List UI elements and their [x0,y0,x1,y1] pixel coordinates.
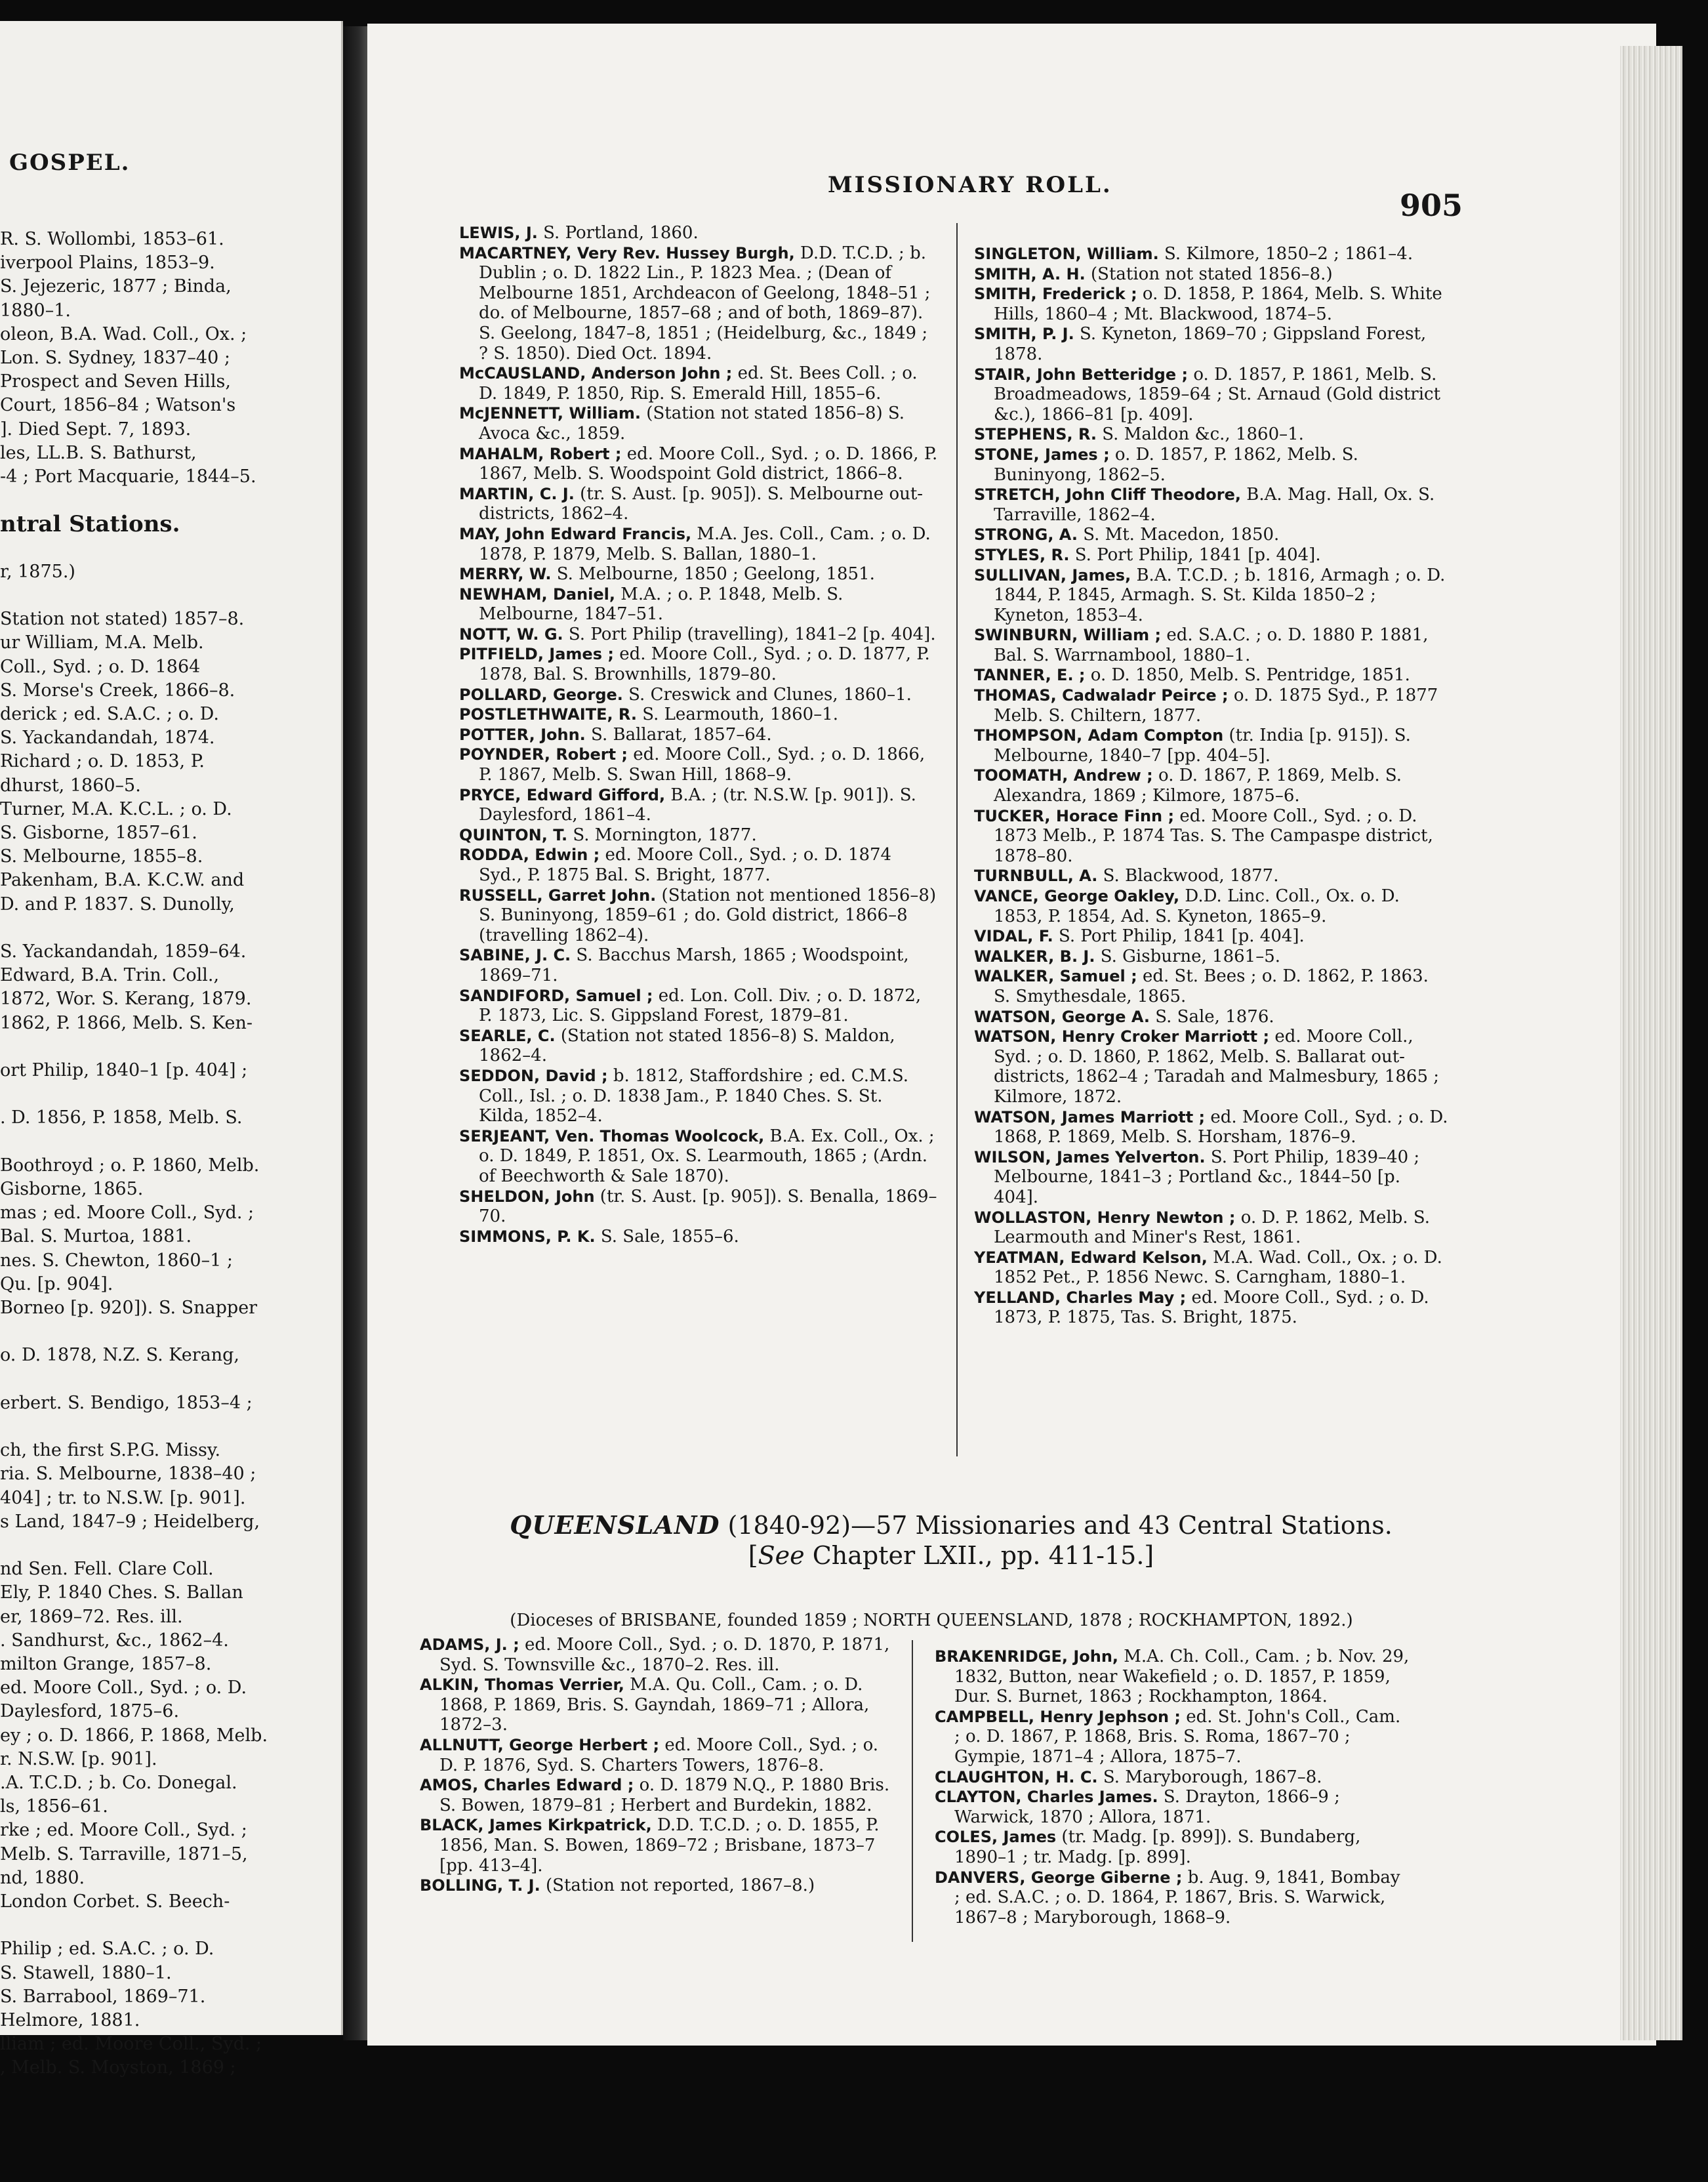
entry-details: B.A. Ex. Coll., Ox. ; o. D. 1849, P. 1851, Ox. S. Learmouth, 1865 ; (Ardn. of Beechworth & Sale 1870). [479,1126,935,1186]
page-edges [1620,46,1682,2040]
roll-entry [974,966,1450,1006]
entry-details: o. D. 1875 Syd., P. 1877 Melb. S. Chiltern, 1877. [994,686,1438,726]
left-page-line: er, 1869–72. Res. ill. [0,1606,183,1627]
roll-entry [420,1675,902,1735]
left-page-line: r, 1875.) [0,561,75,582]
roll-entry [459,585,938,625]
entry-name: POSTLETHWAITE, R. [459,705,637,724]
entry-details: S. Portland, 1860. [537,223,699,243]
entry-details: B.A. T.C.D. ; b. 1816, Armagh ; o. D. 1844, P. 1845, Armagh. S. St. Kilda 1850–2 ; Kyneton, 1853–4. [994,565,1446,625]
entry-name: THOMAS, Cadwaladr Peirce ; [974,686,1229,705]
left-page-line: D. and P. 1837. S. Dunolly, [0,894,235,915]
entry-details: b. 1812, Staffordshire ; ed. C.M.S. Coll., Isl. ; o. D. 1838 Jam., P. 1840 Ches. S. St. Kilda, 1852–4. [479,1065,909,1126]
entry-name: TUCKER, Horace Finn ; [974,806,1175,825]
queensland-title [492,1510,1410,1540]
left-page-line: ur William, M.A. Melb. [0,632,204,653]
entry-details: ed. Moore Coll., Syd. ; o. D. 1866, P. 1867, Melb. S. Woodspoint Gold district, 1866–8. [479,443,938,484]
left-page-line: ]. Died Sept. 7, 1893. [0,419,192,440]
roll-entry [974,244,1450,264]
roll-entry [974,1107,1450,1147]
entry-name: McJENNETT, William. [459,404,641,423]
left-page-line: ntral Stations. [0,511,180,538]
entry-details: S. Kilmore, 1850–2 ; 1861–4. [1158,244,1413,264]
entry-name: SEDDON, David ; [459,1066,608,1085]
entry-name: AMOS, Charles Edward ; [420,1776,634,1795]
roll-entry [974,766,1450,806]
left-page-line: R. S. Wollombi, 1853–61. [0,229,224,249]
entry-name: WOLLASTON, Henry Newton ; [974,1208,1236,1227]
entry-details: ed. Lon. Coll. Div. ; o. D. 1872, P. 1873, Lic. S. Gippsland Forest, 1879–81. [479,985,922,1026]
entry-name: McCAUSLAND, Anderson John ; [459,364,733,383]
entry-details: S. Gisburne, 1861–5. [1095,946,1281,966]
entry-details: S. Sale, 1855–6. [595,1226,739,1246]
roll-entry [974,947,1450,967]
left-page-line: ed. Moore Coll., Syd. ; o. D. [0,1678,247,1698]
entry-details: S. Sale, 1876. [1149,1006,1274,1027]
entry-name: SIMMONS, P. K. [459,1227,596,1246]
entry-name: POTTER, John. [459,725,586,744]
roll-entry [459,625,938,645]
roll-entry [974,1288,1450,1328]
entry-details: ed. Moore Coll., Syd. ; o. D. 1860, P. 1862, Melb. S. Ballarat out-districts, 1862–4 ; Taradah and Malmesbury, 1865 ; Kilmore, 1872. [994,1027,1440,1107]
roll-entry [974,1007,1450,1027]
left-page-line: 1872, Wor. S. Kerang, 1879. [0,989,252,1010]
left-page-line: . D. 1856, P. 1858, Melb. S. [0,1107,243,1128]
left-page-line: derick ; ed. S.A.C. ; o. D. [0,704,219,724]
entry-name: CLAUGHTON, H. C. [935,1767,1098,1786]
ref-open: [ [748,1541,758,1570]
entry-name: SMITH, A. H. [974,264,1086,283]
roll-entry [459,444,938,484]
entry-details: ed. Moore Coll., Syd. ; o. D. 1873, P. 1875, Tas. S. Bright, 1875. [994,1287,1429,1328]
roll-entry [974,485,1450,525]
left-page-line: , Melb. S. Moyston, 1869 ; [0,2057,236,2078]
left-page-line: 1862, P. 1866, Melb. S. Ken- [0,1012,253,1033]
entry-details: S. Creswick and Clunes, 1860–1. [622,684,912,705]
left-page-line: Borneo [p. 920]). S. Snapper [0,1298,258,1318]
entry-details: o. D. 1867, P. 1869, Melb. S. Alexandra, 1869 ; Kilmore, 1875–6. [994,766,1402,806]
left-page-line: ch, the first S.P.G. Missy. [0,1440,221,1461]
column-divider [912,1640,913,1942]
entry-details: ed. Moore Coll., Syd. ; o. D. 1868, P. 1869, Melb. S. Horsham, 1876–9. [994,1107,1448,1147]
roll-entry [459,223,938,243]
entry-name: STRONG, A. [974,525,1078,545]
left-page-line: Helmore, 1881. [0,2010,140,2030]
roll-entry [935,1707,1410,1767]
entry-details: ed. Moore Coll., Syd. ; o. D. 1870, P. 1871, Syd. S. Townsville &c., 1870–2. Res. ill. [439,1635,890,1675]
entry-details: o. D. 1857, P. 1861, Melb. S. Broadmeadows, 1859–64 ; St. Arnaud (Gold district &c.), 1866–81 [p. 409]. [994,364,1441,424]
entry-name: STONE, James ; [974,445,1110,464]
left-facing-page [0,21,343,2078]
entry-name: STAIR, John Betteridge ; [974,365,1189,384]
roll-entry [974,886,1450,926]
entry-details: S. Melbourne, 1850 ; Geelong, 1851. [551,564,875,585]
entry-name: SANDIFORD, Samuel ; [459,986,653,1005]
left-page-line: r. N.S.W. [p. 901]. [0,1748,157,1769]
roll-entry [459,725,938,745]
roll-entry [974,424,1450,445]
entry-details: S. Port Philip, 1841 [p. 404]. [1069,545,1321,565]
entry-name: SINGLETON, William. [974,245,1159,263]
roll-entry [974,284,1450,324]
entry-name: POYNDER, Robert ; [459,745,628,764]
entry-name: TURNBULL, A. [974,867,1098,886]
entry-name: SMITH, Frederick ; [974,285,1137,304]
queensland-dioceses: (Dioceses of BRISBANE, founded 1859 ; NORTH QUEENSLAND, 1878 ; ROCKHAMPTON, 1892.) [510,1611,1353,1630]
victoria-left-column [459,223,938,1246]
roll-entry [420,1815,902,1876]
entry-details: o. D. 1858, P. 1864, Melb. S. White Hills, 1860–4 ; Mt. Blackwood, 1874–5. [994,284,1442,324]
entry-name: MAHALM, Robert ; [459,444,622,463]
entry-details: (tr. India [p. 915]). S. Melbourne, 1840–7 [pp. 404–5]. [994,726,1411,766]
entry-details: ed. Moore Coll., Syd. ; o. D. 1877, P. 1878, Bal. S. Brownhills, 1879–80. [479,644,930,685]
left-page-line: ls, 1856–61. [0,1796,108,1817]
roll-entry [459,1227,938,1247]
entry-name: WATSON, James Marriott ; [974,1107,1206,1126]
left-page-line: Melb. S. Tarraville, 1871–5, [0,1843,248,1864]
entry-name: QUINTON, T. [459,825,568,844]
left-page-line: Edward, B.A. Trin. Coll., [0,965,220,986]
entry-details: M.A. ; o. P. 1848, Melb. S. Melbourne, 1847–51. [479,584,844,625]
left-page-line: Boothroyd ; o. P. 1860, Melb. [0,1155,260,1176]
left-page-line: Court, 1856–84 ; Watson's [0,395,236,416]
entry-details: S. Mornington, 1877. [567,825,757,845]
left-page-line: Bal. S. Murtoa, 1881. [0,1226,192,1247]
left-page-line: nd, 1880. [0,1867,85,1888]
entry-details: S. Maldon &c., 1860–1. [1097,424,1304,445]
roll-entry [974,1147,1450,1208]
entry-name: WILSON, James Yelverton. [974,1147,1206,1166]
left-page-line: dhurst, 1860–5. [0,775,141,796]
entry-details: S. Port Philip, 1841 [p. 404]. [1053,926,1305,947]
entry-details: ed. St. Bees Coll. ; o. D. 1849, P. 1850, Rip. S. Emerald Hill, 1855–6. [479,363,918,403]
roll-entry [974,445,1450,485]
roll-entry [974,726,1450,766]
left-page-line: Lon. S. Sydney, 1837–40 ; [0,348,230,368]
left-page-line: Qu. [p. 904]. [0,1273,113,1294]
roll-entry [459,685,938,705]
left-page-line: Ely, P. 1840 Ches. S. Ballan [0,1582,243,1603]
entry-details: M.A. Wad. Coll., Ox. ; o. D. 1852 Pet., P. 1856 Newc. S. Carngham, 1880–1. [994,1247,1442,1288]
running-head: MISSIONARY ROLL. [828,172,1112,198]
left-page-line: erbert. S. Bendigo, 1853–4 ; [0,1392,253,1413]
queensland-title-italic: QUEENSLAND [510,1510,720,1540]
ref-chapter: Chapter LXII., pp. 411-15.] [812,1541,1154,1570]
roll-entry [459,945,938,985]
entry-name: SMITH, P. J. [974,325,1074,344]
entry-details: S. Drayton, 1866–9 ; Warwick, 1870 ; Allora, 1871. [954,1787,1340,1827]
entry-name: BOLLING, T. J. [420,1876,540,1895]
entry-details: ed. Moore Coll., Syd. ; o. D. 1866, P. 1867, Melb. S. Swan Hill, 1868–9. [479,745,925,785]
queensland-heading [492,1510,1410,1571]
roll-entry [974,545,1450,566]
entry-name: PRYCE, Edward Gifford, [459,785,666,804]
roll-entry [459,886,938,946]
queensland-title-rest: (1840-92)—57 Missionaries and 43 Central Stations. [727,1511,1393,1540]
entry-details: S. Blackwood, 1877. [1097,866,1279,886]
left-page-line: rke ; ed. Moore Coll., Syd. ; [0,1820,247,1841]
entry-details: ed. S.A.C. ; o. D. 1880 P. 1881, Bal. S. Warrnambool, 1880–1. [994,625,1429,665]
entry-details: ed. Moore Coll., Syd. ; o. D. P. 1876, Syd. S. Charters Towers, 1876–8. [439,1735,879,1775]
entry-name: STEPHENS, R. [974,425,1097,444]
entry-details: o. D. 1857, P. 1862, Melb. S. Buninyong, 1862–5. [994,444,1358,485]
roll-entry [459,363,938,403]
entry-name: ADAMS, J. ; [420,1636,519,1654]
left-page-line: S. Yackandandah, 1874. [0,728,215,749]
left-page-line: S. Melbourne, 1855–8. [0,846,203,867]
queensland-right-column [935,1647,1410,1927]
column-divider [956,223,958,1456]
roll-entry [459,1066,938,1126]
entry-details: M.A. Ch. Coll., Cam. ; b. Nov. 29, 1832, Button, near Wakefield ; o. D. 1857, P. 1859, Dur. S. Burnet, 1863 ; Rockhampton, 1864. [954,1647,1410,1707]
roll-entry [935,1787,1410,1827]
roll-entry [974,324,1450,364]
roll-entry [974,365,1450,425]
entry-name: NOTT, W. G. [459,625,563,644]
roll-entry [459,785,938,825]
entry-details: ed. Moore Coll., Syd. ; o. D. 1873 Melb., P. 1874 Tas. S. The Campaspe district, 1878–80. [994,806,1433,866]
entry-details: S. Learmouth, 1860–1. [636,705,838,725]
roll-entry [935,1767,1410,1788]
entry-details: D.D. Linc. Coll., Ox. o. D. 1853, P. 1854, Ad. S. Kyneton, 1865–9. [994,886,1400,926]
entry-name: RODDA, Edwin ; [459,846,600,865]
roll-entry [459,1126,938,1187]
entry-details: (Station not reported, 1867–8.) [540,1876,815,1896]
left-page-line: -4 ; Port Macquarie, 1844–5. [0,466,256,487]
left-page-line: nd Sen. Fell. Clare Coll. [0,1559,214,1580]
roll-entry [459,825,938,846]
entry-name: VIDAL, F. [974,927,1053,946]
roll-entry [459,845,938,885]
roll-entry [974,926,1450,947]
entry-details: D.D. T.C.D. ; b. Dublin ; o. D. 1822 Lin., P. 1823 Mea. ; (Dean of Melbourne 1851, Archdeacon of Geelong, 1848–51 ; do. of Melbourne, 1857–68 ; and of both, 1869–87). S. Geelong, 1847–8, 1851 ; (Heidelburg, &c., 1849 ; ? S. 1850). Died Oct. 1894. [479,243,931,363]
entry-name: SWINBURN, William ; [974,626,1162,645]
entry-name: ALLNUTT, George Herbert ; [420,1735,660,1754]
roll-entry [974,866,1450,886]
left-page-line: S. Barrabool, 1869–71. [0,1986,206,2007]
roll-entry [974,1248,1450,1288]
entry-name: TANNER, E. ; [974,666,1086,685]
entry-details: (Station not stated 1856–8) S. Maldon, 1862–4. [479,1025,895,1066]
entry-details: (tr. S. Aust. [p. 905]). S. Melbourne out-districts, 1862–4. [479,484,924,524]
left-page-line: .A. T.C.D. ; b. Co. Donegal. [0,1773,237,1793]
entry-details: S. Port Philip (travelling), 1841–2 [p. 404]. [563,624,936,644]
left-page-line: mas ; ed. Moore Coll., Syd. ; [0,1203,254,1224]
roll-entry [459,644,938,684]
entry-details: o. D. 1850, Melb. S. Pentridge, 1851. [1085,665,1410,686]
left-page-line: Prospect and Seven Hills, [0,371,231,392]
entry-details: D.D. T.C.D. ; o. D. 1855, P. 1856, Man. S. Bowen, 1869–72 ; Brisbane, 1873–7 [pp. 413–4]. [439,1815,880,1876]
victoria-right-column [974,244,1450,1328]
left-page-line: ort Philip, 1840–1 [p. 404] ; [0,1060,248,1081]
roll-entry [935,1647,1410,1707]
roll-entry [459,243,938,364]
left-page-line: S. Morse's Creek, 1866–8. [0,680,235,701]
entry-name: CLAYTON, Charles James. [935,1788,1158,1807]
left-page-line: Daylesford, 1875–6. [0,1701,180,1722]
left-page-line: iverpool Plains, 1853–9. [0,253,215,274]
left-page-line: ey ; o. D. 1866, P. 1868, Melb. [0,1725,268,1746]
entry-details: (tr. S. Aust. [p. 905]). S. Benalla, 1869–70. [479,1186,937,1227]
entry-details: B.A. Mag. Hall, Ox. S. Tarraville, 1862–4. [994,485,1435,525]
entry-details: S. Port Philip, 1839–40 ; Melbourne, 1841–3 ; Portland &c., 1844–50 [p. 404]. [994,1147,1420,1207]
entry-name: RUSSELL, Garret John. [459,886,657,905]
roll-entry [974,566,1450,626]
roll-entry [935,1827,1410,1867]
entry-name: ALKIN, Thomas Verrier, [420,1676,624,1695]
entry-details: ed. St. John's Coll., Cam. ; o. D. 1867, P. 1868, Bris. S. Roma, 1867–70 ; Gympie, 1871–4 ; Allora, 1875–7. [954,1706,1401,1767]
entry-details: B.A. ; (tr. N.S.W. [p. 901]). S. Daylesford, 1861–4. [479,785,916,825]
roll-entry [974,1208,1450,1248]
entry-details: S. Bacchus Marsh, 1865 ; Woodspoint, 1869–71. [479,945,909,985]
entry-name: SHELDON, John [459,1187,595,1206]
roll-entry [420,1735,902,1775]
entry-name: LEWIS, J. [459,224,538,242]
roll-entry [974,665,1450,686]
entry-details: S. Mt. Macedon, 1850. [1077,525,1280,545]
left-page-line: Pakenham, B.A. K.C.W. and [0,870,245,891]
left-page-line: lliam ; ed. Moore Coll., Syd. ; [0,2034,262,2055]
entry-details: (Station not stated 1856–8) S. Avoca &c., 1859. [479,403,905,443]
roll-entry [974,625,1450,665]
entry-details: o. D. 1879 N.Q., P. 1880 Bris. S. Bowen, 1879–81 ; Herbert and Burdekin, 1882. [439,1775,890,1815]
entry-details: ed. Moore Coll., Syd. ; o. D. 1874 Syd., P. 1875 Bal. S. Bright, 1877. [479,845,892,885]
entry-name: WATSON, Henry Croker Marriott ; [974,1027,1270,1046]
left-page-line: ria. S. Melbourne, 1838–40 ; [0,1464,256,1485]
left-page-line: Richard ; o. D. 1853, P. [0,751,205,772]
roll-entry [974,806,1450,867]
roll-entry [459,484,938,524]
entry-name: CAMPBELL, Henry Jephson ; [935,1707,1181,1726]
roll-entry [420,1775,902,1815]
left-page-line: London Corbet. S. Beech- [0,1891,230,1912]
roll-entry [459,705,938,725]
entry-name: VANCE, George Oakley, [974,887,1180,905]
roll-entry [974,264,1450,285]
entry-name: MERRY, W. [459,565,552,584]
entry-name: STRETCH, John Cliff Theodore, [974,485,1242,504]
entry-name: DANVERS, George Giberne ; [935,1868,1183,1887]
left-page-line: Gisborne, 1865. [0,1179,144,1199]
entry-name: WALKER, B. J. [974,947,1095,966]
entry-name: MACARTNEY, Very Rev. Hussey Burgh, [459,243,795,262]
left-page-line: S. Stawell, 1880–1. [0,1962,172,1983]
left-page-line: s Land, 1847–9 ; Heidelberg, [0,1511,260,1532]
left-page-line: Coll., Syd. ; o. D. 1864 [0,656,201,677]
entry-name: MARTIN, C. J. [459,484,575,503]
queensland-left-column [420,1635,902,1896]
left-page-line: Station not stated) 1857–8. [0,609,245,630]
entry-name: BRAKENRIDGE, John, [935,1647,1119,1666]
roll-entry [935,1868,1410,1928]
page-number: 905 [1400,188,1463,223]
left-running-head: GOSPEL. [9,150,131,176]
entry-name: NEWHAM, Daniel, [459,585,616,604]
roll-entry [459,745,938,785]
entry-name: YEATMAN, Edward Kelson, [974,1248,1208,1267]
roll-entry [420,1876,902,1896]
entry-details: b. Aug. 9, 1841, Bombay ; ed. S.A.C. ; o. D. 1864, P. 1867, Bris. S. Warwick, 1867–8 ; Maryborough, 1868–9. [954,1867,1400,1927]
entry-details: (tr. Madg. [p. 899]). S. Bundaberg, 1890–1 ; tr. Madg. [p. 899]. [954,1827,1361,1867]
entry-details: o. D. P. 1862, Melb. S. Learmouth and Miner's Rest, 1861. [994,1207,1431,1248]
roll-entry [459,1026,938,1066]
left-page-line: nes. S. Chewton, 1860–1 ; [0,1250,233,1271]
entry-name: PITFIELD, James ; [459,645,614,664]
left-page-line: milton Grange, 1857–8. [0,1654,212,1674]
queensland-chapter-ref [492,1540,1410,1571]
left-page-line: Philip ; ed. S.A.C. ; o. D. [0,1939,214,1960]
left-page-line: S. Jejezeric, 1877 ; Binda, [0,276,232,297]
entry-name: WALKER, Samuel ; [974,967,1137,986]
entry-name: MAY, John Edward Francis, [459,524,692,543]
ref-see: See [758,1541,805,1570]
left-page-line: les, LL.B. S. Bathurst, [0,442,197,463]
entry-name: STYLES, R. [974,545,1070,564]
entry-details: (Station not stated 1856–8.) [1085,264,1333,284]
entry-details: M.A. Jes. Coll., Cam. ; o. D. 1878, P. 1879, Melb. S. Ballan, 1880–1. [479,524,931,564]
entry-details: ed. St. Bees ; o. D. 1862, P. 1863. S. Smythesdale, 1865. [994,966,1429,1006]
entry-name: SULLIVAN, James, [974,566,1131,585]
roll-entry [459,524,938,564]
entry-details: M.A. Qu. Coll., Cam. ; o. D. 1868, P. 1869, Bris. S. Gayndah, 1869–71 ; Allora, 1872–3. [439,1675,870,1735]
roll-entry [420,1635,902,1675]
roll-entry [459,986,938,1026]
entry-name: WATSON, George A. [974,1007,1150,1026]
left-page-line: 1880–1. [0,300,71,321]
left-page-line: Turner, M.A. K.C.L. ; o. D. [0,798,232,819]
entry-name: POLLARD, George. [459,685,623,704]
entry-name: THOMPSON, Adam Compton [974,726,1224,745]
left-page-line: S. Yackandandah, 1859–64. [0,941,247,962]
entry-name: SABINE, J. C. [459,946,571,965]
entry-details: S. Kyneton, 1869–70 ; Gippsland Forest, 1878. [994,324,1427,364]
entry-details: S. Maryborough, 1867–8. [1097,1767,1322,1787]
left-page-line: o. D. 1878, N.Z. S. Kerang, [0,1345,239,1366]
entry-name: YELLAND, Charles May ; [974,1288,1187,1307]
entry-details: S. Ballarat, 1857–64. [585,724,772,745]
entry-name: SEARLE, C. [459,1026,556,1045]
left-page-line: 404] ; tr. to N.S.W. [p. 901]. [0,1487,246,1508]
entry-name: TOOMATH, Andrew ; [974,766,1153,785]
roll-entry [459,564,938,585]
entry-name: SERJEANT, Ven. Thomas Woolcock, [459,1126,765,1145]
entry-details: (Station not mentioned 1856–8) S. Buninyong, 1859–61 ; do. Gold district, 1866–8 (travelling 1862–4). [479,885,937,945]
roll-entry [459,1187,938,1227]
roll-entry [974,525,1450,545]
entry-name: BLACK, James Kirkpatrick, [420,1816,652,1835]
roll-entry [459,403,938,443]
left-page-line: oleon, B.A. Wad. Coll., Ox. ; [0,323,247,344]
roll-entry [974,686,1450,726]
left-page-line: . Sandhurst, &c., 1862–4. [0,1630,229,1651]
roll-entry [974,1027,1450,1107]
left-page-line: S. Gisborne, 1857–61. [0,823,197,843]
entry-name: COLES, James [935,1828,1057,1847]
